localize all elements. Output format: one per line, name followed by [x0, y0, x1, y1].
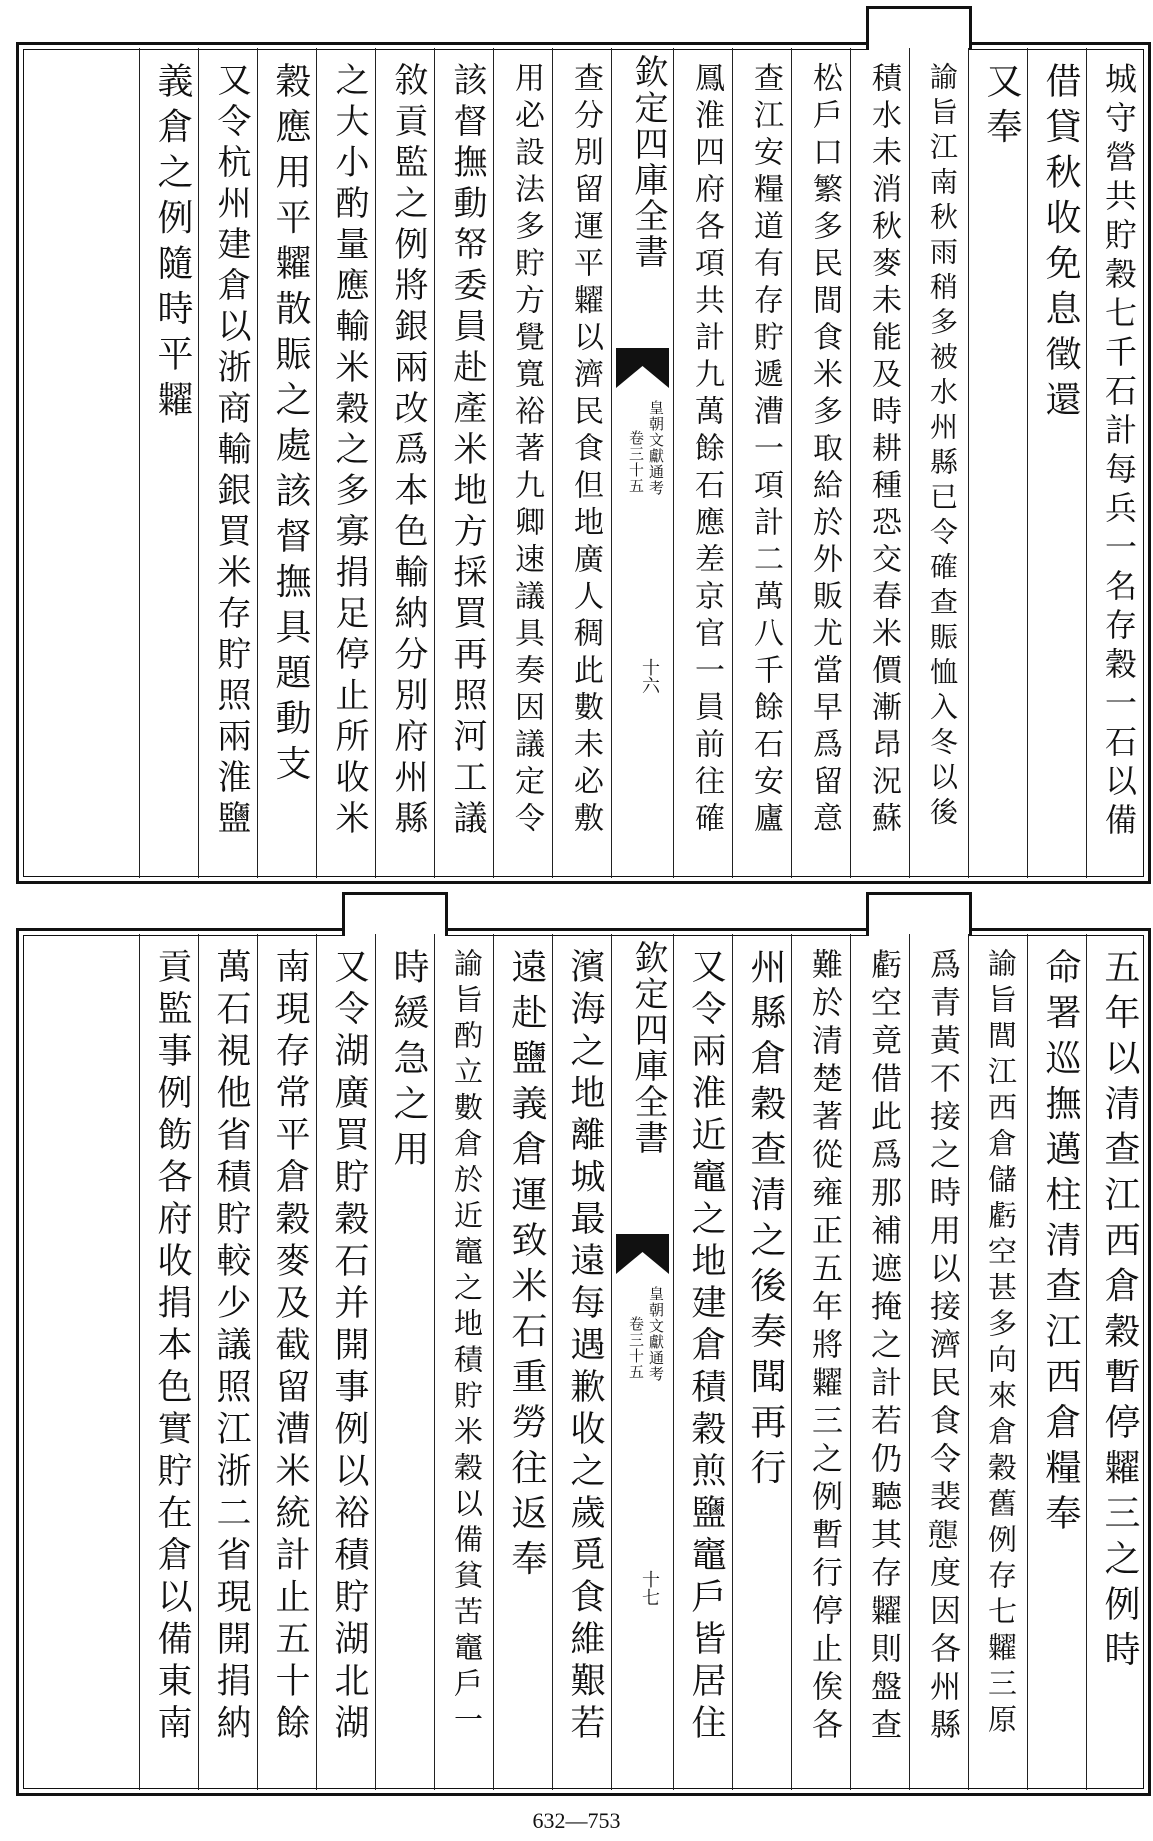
text-column: [791, 48, 850, 878]
text-column: [139, 934, 198, 1790]
text-column: [375, 934, 434, 1790]
fishtail-mark-icon: [616, 1234, 669, 1274]
column-text: 穀應用平糶散賑之處該督撫具題動支: [270, 62, 311, 790]
text-column: [1086, 48, 1145, 878]
gutter-title: 欽定四庫全書: [628, 54, 668, 270]
column-text: 借貸秋收免息徵還: [1040, 62, 1081, 426]
column-text: 南現存常平倉穀麥及截留漕米統計止五十餘: [270, 948, 310, 1746]
column-text: 虧空竟借此爲那補遮掩之計若仍聽其存糶則盤查: [865, 948, 901, 1746]
gutter-book-title: 皇朝文獻通考: [647, 400, 665, 496]
column-grid: [22, 48, 1145, 878]
column-text: 遠赴鹽義倉運致米石重勞往返奉: [506, 948, 547, 1585]
column-text: 貢監事例飭各府收捐本色實貯在倉以備東南: [152, 948, 192, 1746]
text-column: [850, 48, 909, 878]
gutter-title: 欽定四庫全書: [628, 940, 668, 1156]
text-column: [493, 934, 552, 1790]
text-column: [909, 48, 968, 878]
text-column: [257, 48, 316, 878]
raised-margin-tab: [866, 6, 972, 50]
text-column: [673, 48, 732, 878]
column-text: 之大小酌量應輸米穀之多寡捐足停止所收米: [329, 62, 369, 841]
column-text: 鳳淮四府各項共計九萬餘石應差京官一員前往確: [689, 62, 724, 839]
column-text: 查分別留運平糶以濟民食但地廣人稠此數未必敷: [568, 62, 603, 839]
text-column: [139, 48, 198, 878]
text-column: [493, 48, 552, 878]
text-column: [1027, 934, 1086, 1790]
text-column: [1027, 48, 1086, 878]
text-column: [850, 934, 909, 1790]
column-text: 時緩急之用: [388, 948, 429, 1176]
raised-margin-tab-left: [342, 892, 448, 936]
text-column: [968, 48, 1027, 878]
text-column: [198, 48, 257, 878]
column-text: 義倉之例隨時平糶: [152, 62, 193, 426]
text-column: [552, 48, 611, 878]
column-text: 又奉: [981, 62, 1022, 153]
gutter-volume: 卷三十五: [627, 430, 645, 494]
page-number-footer: 632—753: [532, 1808, 621, 1833]
text-column: [434, 48, 493, 878]
gutter-leaf-number: 十六: [639, 658, 660, 694]
column-text: 敘貢監之例將銀兩改爲本色輸納分別府州縣: [388, 62, 428, 841]
column-text: 查江安糧道有存貯遞漕一項計二萬八千餘石安廬: [748, 62, 783, 839]
column-text: 濱海之地離城最遠每遇歉收之歲覓食維艱若: [565, 948, 605, 1746]
column-text: 諭旨閭江西倉儲虧空甚多向來倉穀舊例存七糶三原: [984, 948, 1018, 1740]
column-text: 諭旨江南秋雨稍多被水州縣已令確查賑恤入冬以後: [926, 62, 959, 832]
text-column: [673, 934, 732, 1790]
text-column: [1086, 934, 1145, 1790]
column-text: 又令湖廣買貯穀石并開事例以裕積貯湖北湖: [329, 948, 369, 1746]
column-text: 又令兩淮近竈之地建倉積穀煎鹽竈戶皆居住: [686, 948, 726, 1746]
raised-margin-tab-right: [866, 892, 972, 936]
column-text: 五年以清查江西倉穀暫停糶三之例時: [1099, 948, 1140, 1676]
text-column: [316, 934, 375, 1790]
text-column: [791, 934, 850, 1790]
text-column: [434, 934, 493, 1790]
gutter-book-title: 皇朝文獻通考: [647, 1286, 665, 1382]
column-text: 諭旨酌立數倉於近竈之地積貯米穀以備貧苦竈戶一: [450, 948, 484, 1740]
column-text: 積水未消秋麥未能及時耕種恐交春米價漸昂況蘇: [866, 62, 901, 839]
top-page-half: [0, 0, 1153, 890]
text-column: [257, 934, 316, 1790]
column-text: 爲青黃不接之時用以接濟民食令裴𢤲度因各州縣: [924, 948, 960, 1746]
text-column: [552, 934, 611, 1790]
text-column: [198, 934, 257, 1790]
fishtail-mark-icon: [616, 348, 669, 388]
column-text: 命署巡撫邁柱清查江西倉糧奉: [1040, 948, 1081, 1540]
bottom-page-half: [0, 890, 1153, 1802]
center-gutter: [611, 48, 673, 878]
text-column: [732, 48, 791, 878]
column-text: 松戶口繁多民間食米多取給於外販尤當早爲留意: [807, 62, 842, 839]
text-column: [375, 48, 434, 878]
text-column: [909, 934, 968, 1790]
column-text: 州縣倉穀查清之後奏聞再行: [745, 948, 786, 1494]
text-column: [732, 934, 791, 1790]
column-text: 萬石視他省積貯較少議照江浙二省現開捐納: [211, 948, 251, 1746]
column-text: 該督撫動帑委員赴產米地方採買再照河工議: [447, 62, 487, 841]
column-text: 城守營共貯穀七千石計每兵一名存穀一石以備: [1100, 62, 1138, 842]
column-text: 難於清楚著從雍正五年將糶三之例暫行停止俟各: [806, 948, 842, 1746]
text-column: [968, 934, 1027, 1790]
column-text: 用必設法多貯方覺寬裕著九卿速議具奏因議定令: [509, 62, 544, 839]
text-column: [316, 48, 375, 878]
column-grid: [22, 934, 1145, 1790]
gutter-volume: 卷三十五: [627, 1316, 645, 1380]
gutter-leaf-number: 十七: [639, 1570, 660, 1606]
center-gutter: [611, 934, 673, 1790]
column-text: 又令杭州建倉以浙商輸銀買米存貯照兩淮鹽: [211, 62, 251, 841]
